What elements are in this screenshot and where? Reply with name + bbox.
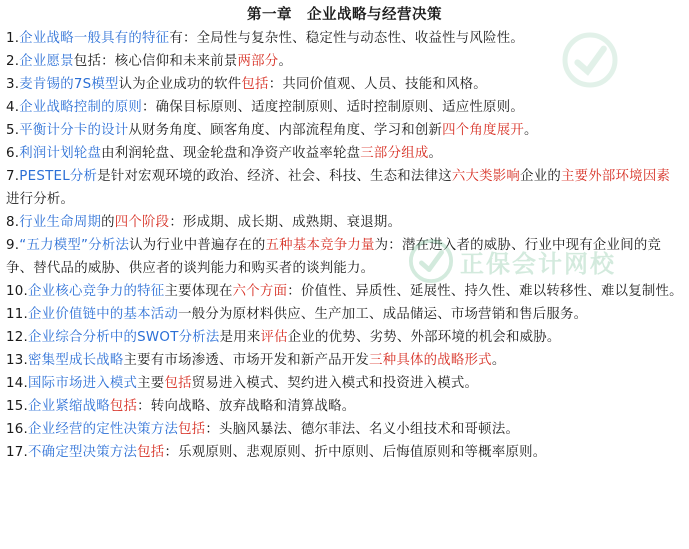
item-text: ：头脑风暴法、德尔菲法、名义小组技术和哥顿法。 (205, 422, 520, 437)
item-text: 认为企业成功的软件 (118, 77, 242, 92)
item-text: ：价值性、异质性、延展性、持久性、难以转移性、难以复制性。 (287, 284, 683, 299)
item-text: ：转向战略、放弃战略和清算战略。 (137, 399, 356, 414)
item-term: 企业愿景 (19, 54, 74, 69)
item-text: 进行分析。 (6, 192, 75, 207)
list-item (6, 73, 683, 96)
item-text: 。 (491, 353, 506, 368)
item-highlight: 主要外部环境因素 (560, 169, 671, 184)
list-item (6, 441, 683, 464)
item-text: ：乐观原则、悲观原则、折中原则、后悔值原则和等概率原则。 (164, 445, 547, 460)
item-text: 有：全局性与复杂性、稳定性与动态性、收益性与风险性。 (169, 31, 524, 46)
item-term: 企业紧缩战略 (28, 399, 110, 414)
item-text: 贸易进入模式、契约进入模式和投资进入模式。 (191, 376, 479, 391)
list-item (6, 96, 683, 119)
item-term: 企业价值链中的基本活动 (28, 307, 179, 322)
list-item (6, 234, 683, 280)
item-highlight: 包括 (164, 376, 192, 391)
item-text: 11. (6, 307, 29, 322)
item-text: 主要 (137, 376, 165, 391)
page-title: 第一章 企业战略与经营决策 (247, 7, 442, 23)
item-highlight: 包括 (137, 445, 165, 460)
item-highlight: 四个角度展开 (442, 123, 524, 138)
list-item (6, 303, 683, 326)
item-text: 17. (6, 445, 29, 460)
item-term: 国际市场进入模式 (28, 376, 138, 391)
item-term: 企业核心竞争力的特征 (28, 284, 165, 299)
list-item (6, 349, 683, 372)
item-text: 企业的 (520, 169, 561, 184)
list-item (6, 50, 683, 73)
list-item (6, 119, 683, 142)
item-highlight: 包括 (109, 399, 138, 414)
item-text: 主要有市场渗透、市场开发和新产品开发 (123, 353, 370, 368)
item-highlight: 三部分组成 (360, 146, 429, 161)
item-text: 。 (428, 146, 443, 161)
item-text: 7. (6, 169, 20, 184)
item-text: 包括：核心信仰和未来前景 (73, 54, 238, 69)
item-text: 从财务角度、顾客角度、内部流程角度、学习和创新 (128, 123, 443, 138)
item-text: 9. (6, 238, 20, 253)
item-term: 行业生命周期 (19, 215, 102, 230)
item-text: 3. (6, 77, 20, 92)
item-text: 15. (6, 399, 29, 414)
item-text: 1. (6, 31, 20, 46)
list-item (6, 280, 683, 303)
list-item (6, 372, 683, 395)
list-item (6, 142, 683, 165)
item-text: 8. (6, 215, 20, 230)
item-text: 2. (6, 54, 20, 69)
item-highlight: 六个方面 (232, 284, 288, 299)
item-text: 认为行业中普遍存在的 (129, 238, 266, 253)
list-item (6, 418, 683, 441)
item-text: 5. (6, 123, 20, 138)
item-highlight: 六大类影响 (451, 169, 521, 184)
item-term: 企业战略一般具有的特征 (19, 31, 170, 46)
item-term: 麦肯锡的7S模型 (19, 77, 119, 92)
item-term: 平衡计分卡的设计 (19, 123, 129, 138)
item-highlight: 三种具体的战略形式 (369, 353, 492, 368)
item-term: 密集型成长战略 (28, 353, 124, 368)
item-term: 利润计划轮盘 (19, 146, 102, 161)
item-term: “五力模型”分析法 (19, 238, 130, 253)
item-text: 。 (278, 54, 293, 69)
item-text: ：共同价值观、人员、技能和风格。 (268, 77, 487, 92)
item-text: 。 (523, 123, 538, 138)
item-highlight: 五种基本竞争力量 (265, 238, 375, 253)
list-item (6, 165, 683, 211)
watermark-text: 正保会计网校 (460, 249, 616, 278)
item-term: 企业综合分析中的SWOT分析法 (28, 330, 220, 345)
key-points-list (0, 24, 689, 464)
item-term: 企业战略控制的原则 (19, 100, 143, 115)
item-text: 主要体现在 (164, 284, 233, 299)
item-term: PESTEL分析 (19, 169, 98, 184)
item-text: ：确保目标原则、适度控制原则、适时控制原则、适应性原则。 (142, 100, 524, 115)
item-text: 一般分为原材料供应、生产加工、成品储运、市场营销和售后服务。 (178, 307, 588, 322)
item-text: ：形成期、成长期、成熟期、衰退期。 (169, 215, 402, 230)
item-text: 是用来 (219, 330, 261, 345)
item-text: 10. (6, 284, 29, 299)
item-text: 14. (6, 376, 29, 391)
item-text: 12. (6, 330, 29, 345)
list-item (6, 211, 683, 234)
item-highlight: 包括 (241, 77, 269, 92)
item-text: 的 (101, 215, 115, 230)
item-text: 4. (6, 100, 20, 115)
item-term: 企业经营的定性决策方法 (28, 422, 179, 437)
list-item (6, 27, 683, 50)
item-text: 6. (6, 146, 20, 161)
list-item (6, 395, 683, 418)
item-highlight: 四个阶段 (114, 215, 170, 230)
item-text: 16. (6, 422, 29, 437)
item-highlight: 两部分 (237, 54, 279, 69)
item-text: 13. (6, 353, 29, 368)
item-highlight: 包括 (178, 422, 206, 437)
item-text: 企业的优势、劣势、外部环境的机会和威胁。 (287, 330, 561, 345)
item-text: 为：潜在进入者的威胁、行业中现有企业间的竞争、替代品的威胁、供应者的谈判能力和购买者的谈判能力。 (6, 238, 662, 276)
item-term: 不确定型决策方法 (28, 445, 138, 460)
item-text: 是针对宏观环境的政治、经济、社会、科技、生态和法律这 (97, 169, 452, 184)
item-highlight: 评估 (260, 330, 288, 345)
list-item (6, 326, 683, 349)
item-text: 由利润轮盘、现金轮盘和净资产收益率轮盘 (101, 146, 361, 161)
